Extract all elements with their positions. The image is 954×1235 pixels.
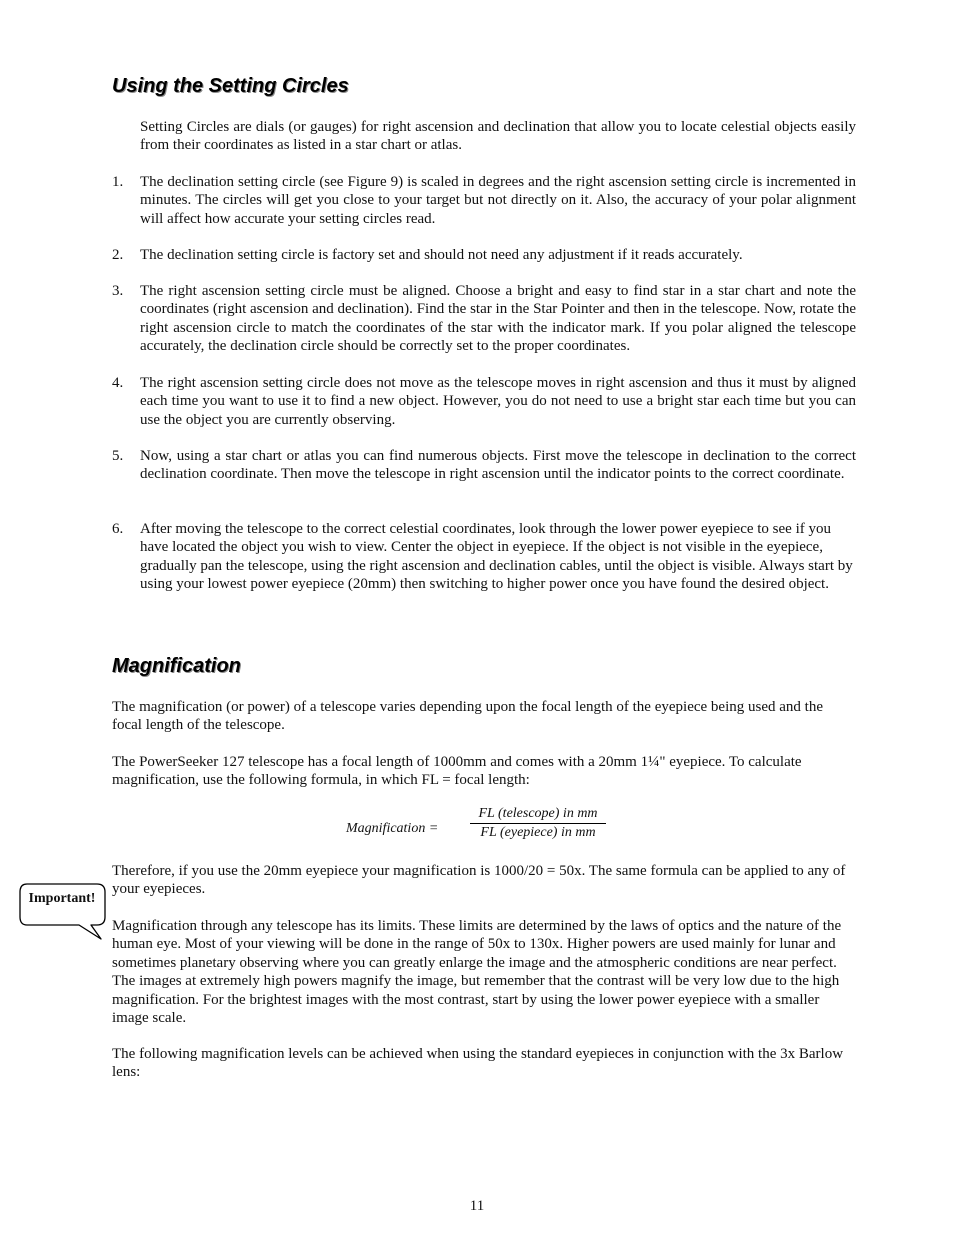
list-number: 6.	[112, 521, 124, 537]
magnification-paragraph-3: Therefore, if you use the 20mm eyepiece your magnification is 1000/20 = 50x. The same formula can be applied to any of your eyepieces.	[112, 863, 846, 898]
magnification-paragraph-4: Magnification through any telescope has its limits. These limits are determined by the laws of optics and the nature of the human eye. Most of your viewing will be done in the range of 50x to 130x. Higher powers are used mainly for lunar and sometimes planetary observing where you can greatly enlarge the image and the atmospheric conditions are near perfect. The images at extremely high powers magnify the image, but remember that the contrast will be very low due to the high magnification. For the brightest images with the most contrast, start by using the lower power eyepiece with a smaller image scale.	[112, 918, 842, 1027]
magnification-paragraph-2: The PowerSeeker 127 telescope has a focal length of 1000mm and comes with a 20mm 1¼" eyepiece. To calculate magnification, use the following formula, in which FL = focal length:	[112, 754, 802, 789]
section-heading-magnification: Magnification	[112, 655, 241, 677]
list-number: 1.	[112, 174, 124, 190]
list-number: 3.	[112, 283, 124, 299]
list-number: 5.	[112, 448, 124, 464]
callout-label: Important!	[28, 891, 96, 906]
formula-numerator: FL (telescope) in mm	[470, 806, 606, 824]
list-text: The right ascension setting circle does not move as the telescope moves in right ascension and thus it must by aligned each time you want to use it to find a new object. However, you do not need to use a bright star each time but you can use the object you are currently observing.	[140, 375, 856, 428]
formula-label: Magnification =	[346, 821, 439, 836]
page-number: 11	[469, 1198, 485, 1214]
magnification-formula	[0, 806, 954, 846]
list-text: After moving the telescope to the correct celestial coordinates, look through the lower power eyepiece to see if you have located the object you wish to view. Center the object in eyepiece. If the object is not visible in the eyepiece, gradually pan the telescope, using the right ascension and declination cables, until the object is visible. Always start by using your lowest power eyepiece (20mm) then switching to higher power once you have found the desired object.	[140, 521, 853, 593]
list-text: The right ascension setting circle must be aligned. Choose a bright and easy to find star in a star chart and note the coordinates (right ascension and declination). Find the star in the Star Pointer and then in the telescope. Now, rotate the right ascension circle to match the coordinates of the star with the indicator mark. If you polar aligned the telescope accurately, the declination circle should be correctly set to the proper coordinates.	[140, 283, 856, 355]
list-number: 4.	[112, 375, 124, 391]
list-text: The declination setting circle is factory set and should not need any adjustment if it reads accurately.	[140, 247, 743, 263]
section-heading-setting-circles: Using the Setting Circles	[112, 75, 349, 97]
list-text: The declination setting circle (see Figure 9) is scaled in degrees and the right ascension setting circle is incremented in minutes. The circles will get you close to your target but not directly on it. Also, the accuracy of your polar alignment will affect how accurate your setting circles read.	[140, 174, 856, 227]
list-text: Now, using a star chart or atlas you can find numerous objects. First move the telescope in declination to the correct declination coordinate. Then move the telescope in right ascension until the indicator points to the correct coordinate.	[140, 448, 856, 483]
setting-circles-intro: Setting Circles are dials (or gauges) for right ascension and declination that allow you to locate celestial objects easily from their coordinates as listed in a star chart or atlas.	[140, 119, 856, 154]
important-callout	[19, 883, 107, 941]
list-number: 2.	[112, 247, 124, 263]
magnification-paragraph-5: The following magnification levels can be achieved when using the standard eyepieces in conjunction with the 3x Barlow lens:	[112, 1046, 844, 1081]
formula-denominator: FL (eyepiece) in mm	[480, 825, 596, 840]
magnification-paragraph-1: The magnification (or power) of a telescope varies depending upon the focal length of the eyepiece being used and the focal length of the telescope.	[112, 699, 823, 734]
